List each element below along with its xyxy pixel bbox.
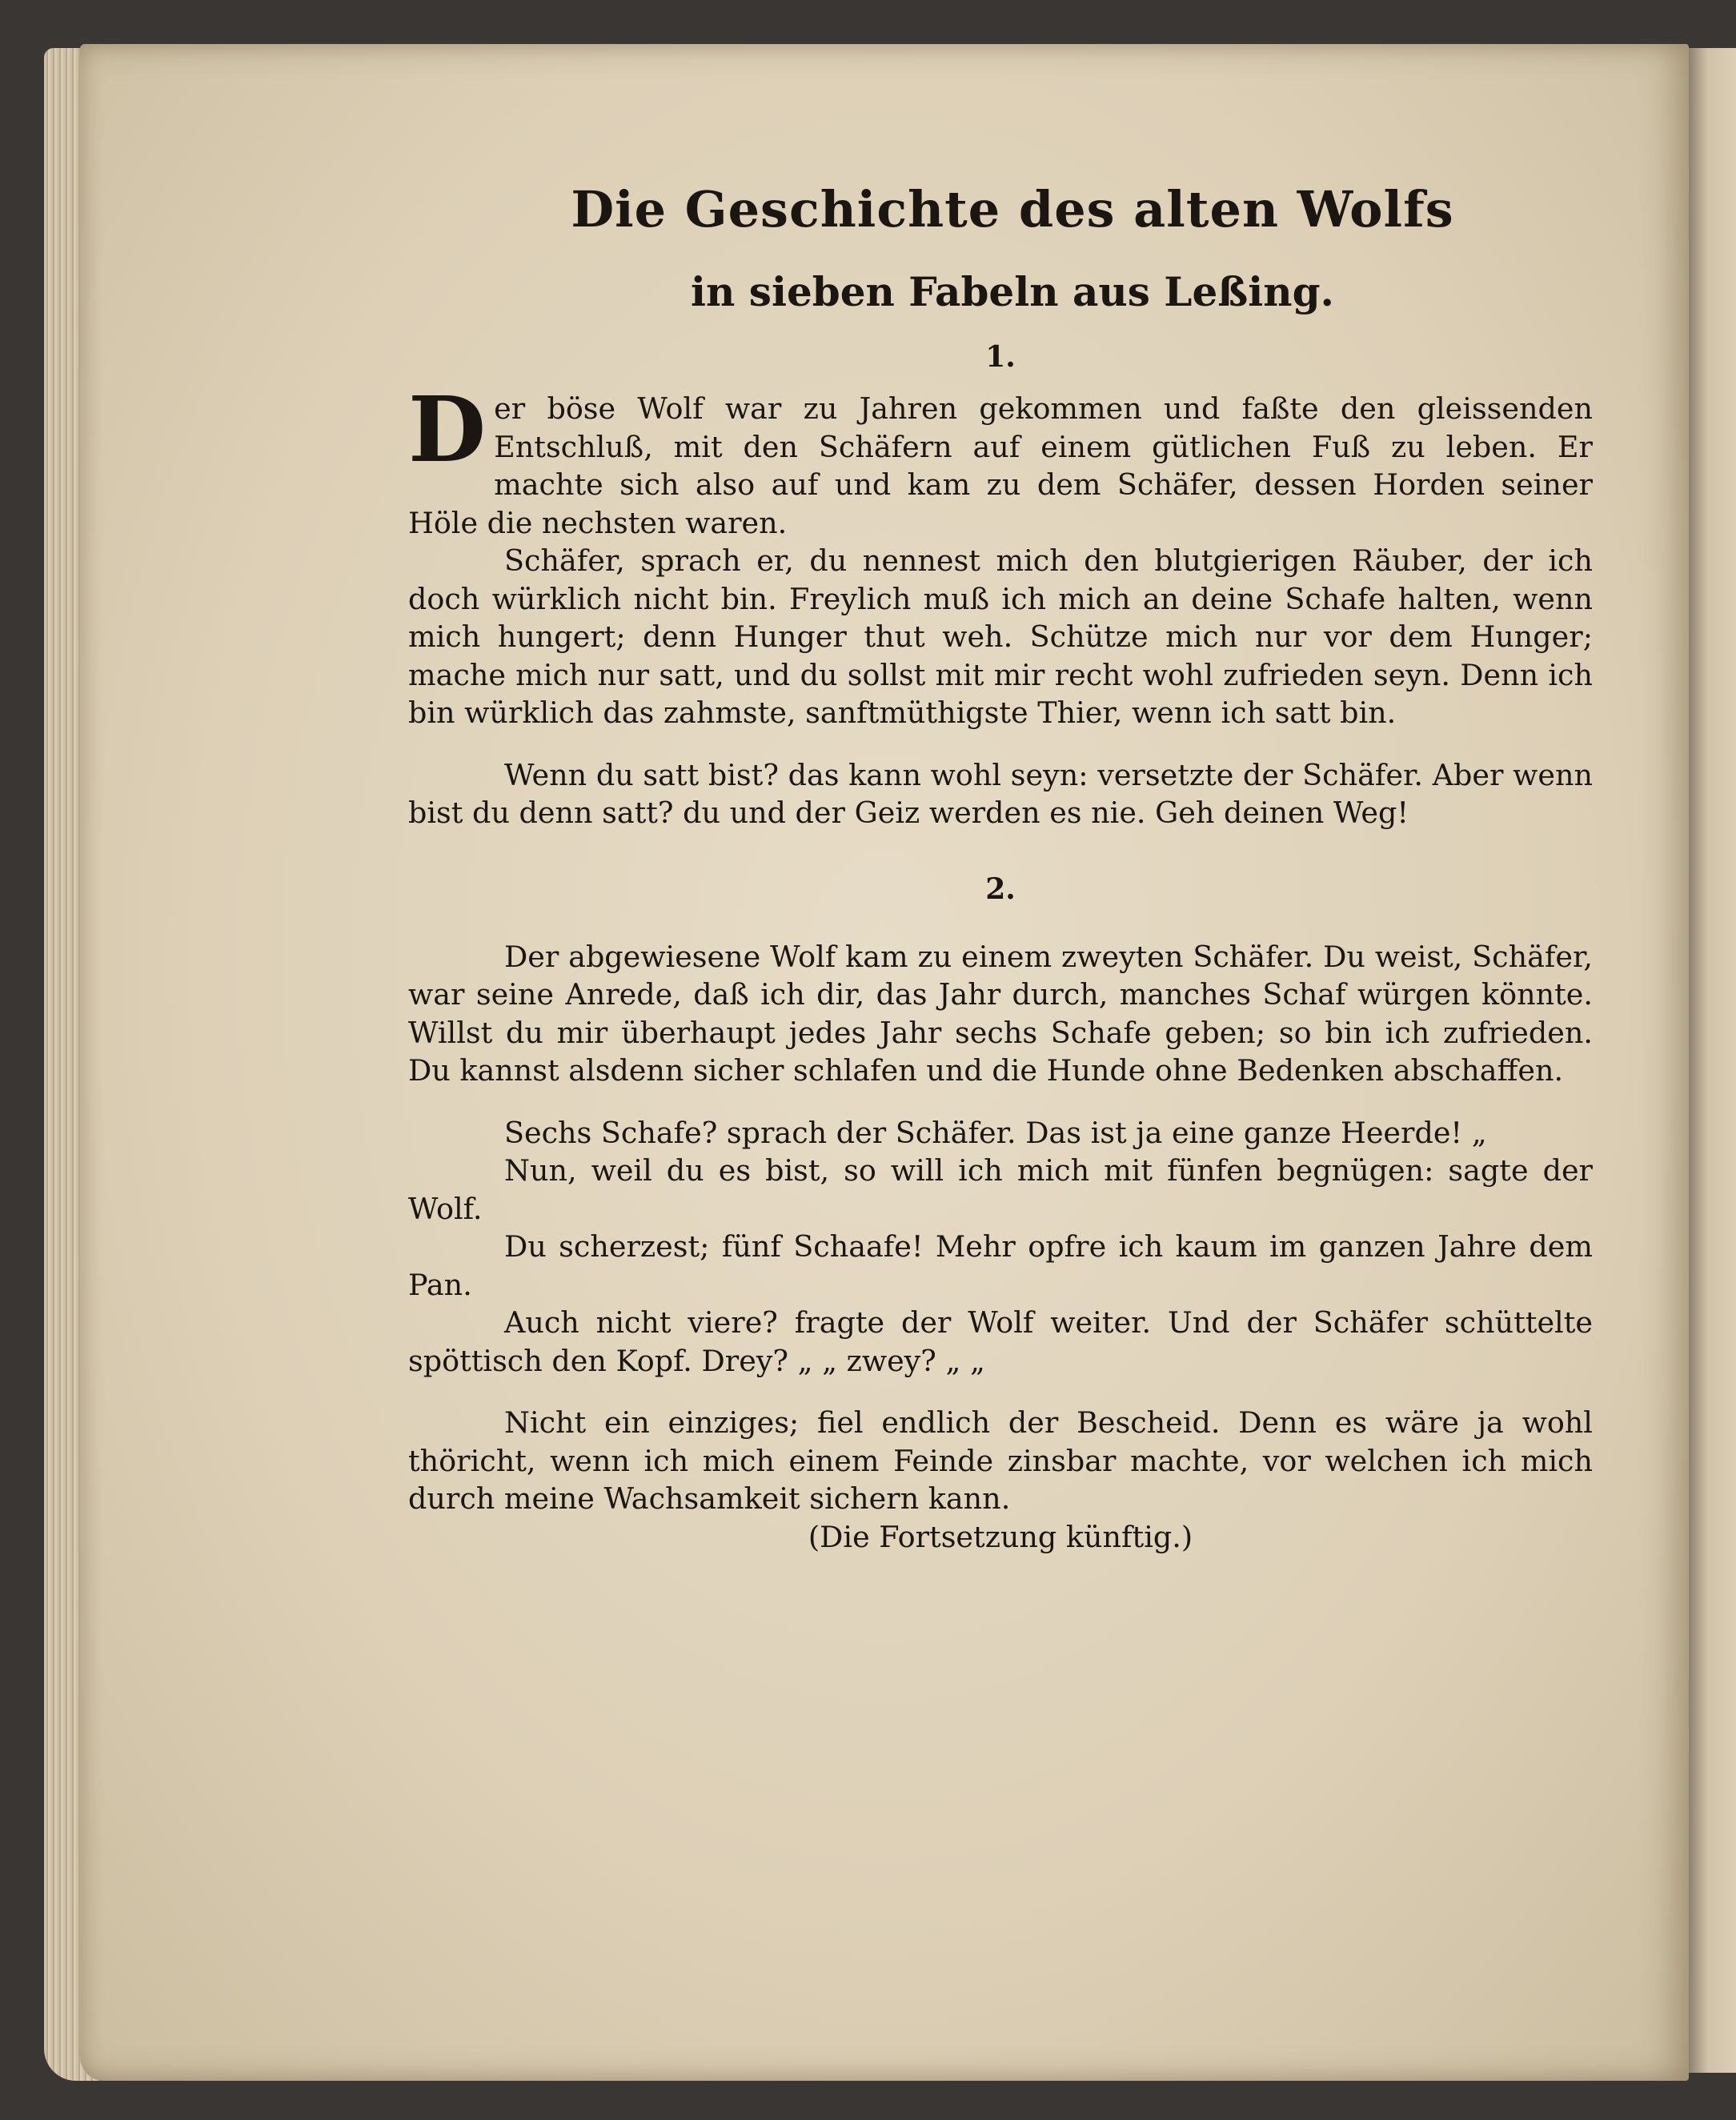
fable-number-1: 1. [985,340,1016,375]
fable1-paragraph-1-text: er böse Wolf war zu Jahren gekommen und faßte den gleissenden Entschluß, mit den Schäfern auf einem gütlichen Fuß zu leben. Er machte sich also auf und kam zu dem Schäfer, dessen Horden seiner Höle die nechsten waren. [408,391,1593,540]
fable2-paragraph-2: Sechs Schafe? sprach der Schäfer. Das ist ja eine ganze Heerde! „ [504,1115,1487,1150]
fable2-paragraph-6: Nicht ein einziges; fiel endlich der Bescheid. Denn es wäre ja wohl thöricht, wenn ich mich einem Feinde zinsbar machte, vor welchen ich mich durch meine Wachsamkeit sichern kann. [408,1405,1593,1517]
facing-page-edge [1689,48,1736,2073]
fable-number-2: 2. [985,872,1016,906]
continuation-note: (Die Fortsetzung künftig.) [808,1519,1193,1554]
page-subtitle: in sieben Fabeln aus Leßing. [691,268,1334,316]
fable2-paragraph-3: Nun, weil du es bist, so will ich mich mit fünfen begnügen: sagte der Wolf. [408,1153,1593,1226]
page-content [408,180,1593,1556]
fable2-paragraph-4: Du scherzest; fünf Schaafe! Mehr opfre ich kaum im ganzen Jahre dem Pan. [408,1229,1593,1302]
fable1-paragraph-1 [408,378,1593,542]
fable2-paragraph-5: Auch nicht viere? fragte der Wolf weiter. Und der Schäfer schüttelte spöttisch den Kopf. Drey? „ „ zwey? „ „ [408,1305,1593,1378]
fable1-paragraph-2: Schäfer, sprach er, du nennest mich den blutgierigen Räuber, der ich doch würklich nicht bin. Freylich muß ich mich an deine Schafe halten, wenn mich hungert; denn Hunger thut weh. Schütze mich nur vor dem Hunger; mache mich nur satt, und du sollst mit mir recht wohl zufrieden seyn. Denn ich bin würklich das zahmste, sanftmüthigste Thier, wenn ich satt bin. [408,543,1593,731]
fable1-paragraph-3: Wenn du satt bist? das kann wohl seyn: versetzte der Schäfer. Aber wenn bist du denn satt? du und der Geiz werden es nie. Geh deinen Weg! [408,757,1593,831]
drop-cap: D [408,378,487,483]
fable2-paragraph-1: Der abgewiesene Wolf kam zu einem zweyten Schäfer. Du weist, Schäfer, war seine Anrede, daß ich dir, das Jahr durch, manches Schaf würgen könnte. Willst du mir überhaupt jedes Jahr sechs Schafe geben; so bin ich zufrieden. Du kannst alsdenn sicher schlafen und die Hunde ohne Bedenken abschaffen. [408,939,1593,1088]
page-title: Die Geschichte des alten Wolfs [571,180,1454,238]
